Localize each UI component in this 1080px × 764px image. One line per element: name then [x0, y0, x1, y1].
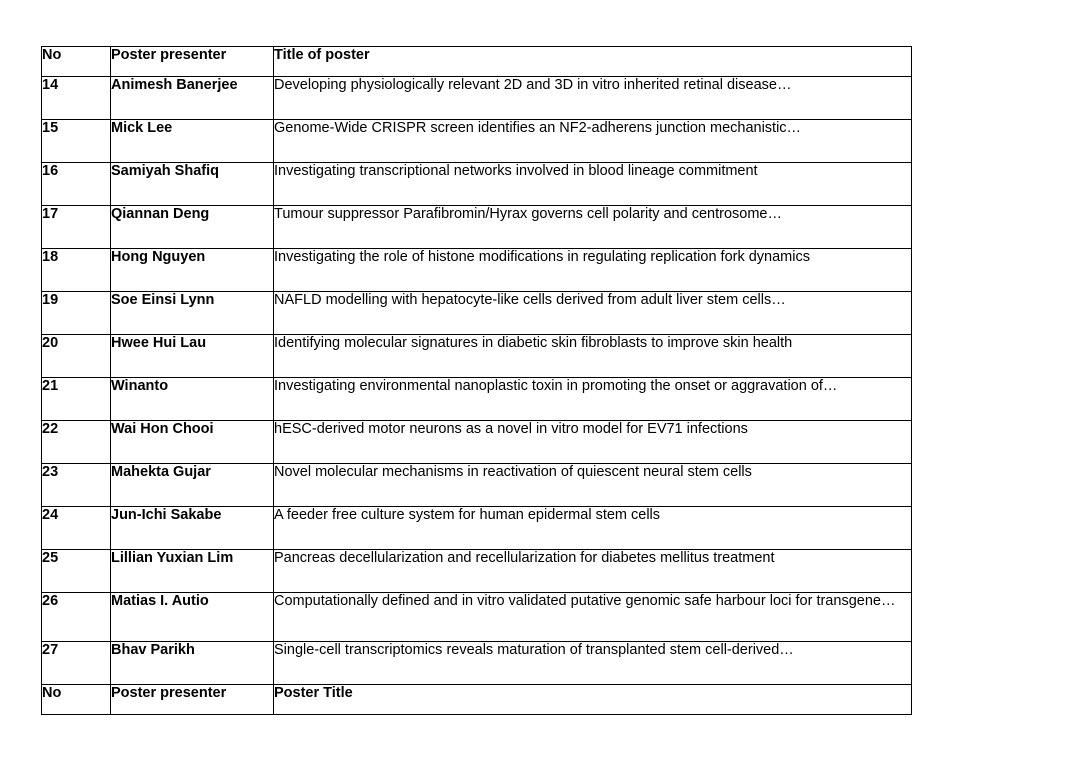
poster-presenter-name: Animesh Banerjee [111, 77, 274, 120]
poster-title: Investigating the role of histone modifications in regulating replication fork dynamics [274, 249, 912, 292]
poster-title: A feeder free culture system for human epidermal stem cells [274, 507, 912, 550]
header-title: Title of poster [274, 47, 912, 77]
poster-title: Identifying molecular signatures in diabetic skin fibroblasts to improve skin health [274, 335, 912, 378]
poster-number: 26 [42, 593, 111, 642]
table-row [42, 421, 912, 464]
poster-number: 24 [42, 507, 111, 550]
poster-number: 15 [42, 120, 111, 163]
table-row [42, 77, 912, 120]
header-presenter: Poster presenter [111, 47, 274, 77]
poster-title: Single-cell transcriptomics reveals maturation of transplanted stem cell-derived… [274, 642, 912, 685]
table-row [42, 464, 912, 507]
poster-title: Investigating environmental nanoplastic toxin in promoting the onset or aggravation of… [274, 378, 912, 421]
table-header-row [42, 47, 912, 77]
poster-title: hESC-derived motor neurons as a novel in vitro model for EV71 infections [274, 421, 912, 464]
table-row [42, 593, 912, 642]
table-footer-row [42, 685, 912, 715]
poster-title: Genome-Wide CRISPR screen identifies an NF2-adherens junction mechanistic… [274, 120, 912, 163]
poster-number: 19 [42, 292, 111, 335]
poster-presenter-name: Bhav Parikh [111, 642, 274, 685]
poster-presenter-name: Samiyah Shafiq [111, 163, 274, 206]
footer-no: No [42, 685, 111, 715]
poster-title: Tumour suppressor Parafibromin/Hyrax governs cell polarity and centrosome… [274, 206, 912, 249]
table-body [42, 47, 912, 715]
poster-presenter-name: Qiannan Deng [111, 206, 274, 249]
table-row [42, 335, 912, 378]
poster-title: Pancreas decellularization and recellularization for diabetes mellitus treatment [274, 550, 912, 593]
table-row [42, 163, 912, 206]
poster-presenter-name: Hong Nguyen [111, 249, 274, 292]
poster-presenter-name: Hwee Hui Lau [111, 335, 274, 378]
poster-number: 20 [42, 335, 111, 378]
header-no: No [42, 47, 111, 77]
table-row [42, 206, 912, 249]
poster-number: 18 [42, 249, 111, 292]
poster-number: 27 [42, 642, 111, 685]
poster-presenter-name: Lillian Yuxian Lim [111, 550, 274, 593]
table-row [42, 642, 912, 685]
poster-presenter-name: Wai Hon Chooi [111, 421, 274, 464]
poster-number: 22 [42, 421, 111, 464]
poster-number: 21 [42, 378, 111, 421]
poster-title: Investigating transcriptional networks involved in blood lineage commitment [274, 163, 912, 206]
table-row [42, 378, 912, 421]
footer-title: Poster Title [274, 685, 912, 715]
table-row [42, 292, 912, 335]
poster-presenter-name: Jun-Ichi Sakabe [111, 507, 274, 550]
poster-title: Computationally defined and in vitro validated putative genomic safe harbour loci for transgene… [274, 593, 912, 642]
poster-number: 25 [42, 550, 111, 593]
poster-number: 14 [42, 77, 111, 120]
poster-presenter-name: Matias I. Autio [111, 593, 274, 642]
poster-title: Developing physiologically relevant 2D and 3D in vitro inherited retinal disease… [274, 77, 912, 120]
poster-title: NAFLD modelling with hepatocyte-like cells derived from adult liver stem cells… [274, 292, 912, 335]
poster-presenter-name: Soe Einsi Lynn [111, 292, 274, 335]
table-row [42, 550, 912, 593]
poster-number: 17 [42, 206, 111, 249]
poster-number: 23 [42, 464, 111, 507]
table-row [42, 507, 912, 550]
table-row [42, 249, 912, 292]
poster-number: 16 [42, 163, 111, 206]
poster-schedule-table [41, 46, 912, 715]
footer-presenter: Poster presenter [111, 685, 274, 715]
poster-presenter-name: Mahekta Gujar [111, 464, 274, 507]
table-row [42, 120, 912, 163]
poster-title: Novel molecular mechanisms in reactivation of quiescent neural stem cells [274, 464, 912, 507]
poster-presenter-name: Winanto [111, 378, 274, 421]
poster-presenter-name: Mick Lee [111, 120, 274, 163]
